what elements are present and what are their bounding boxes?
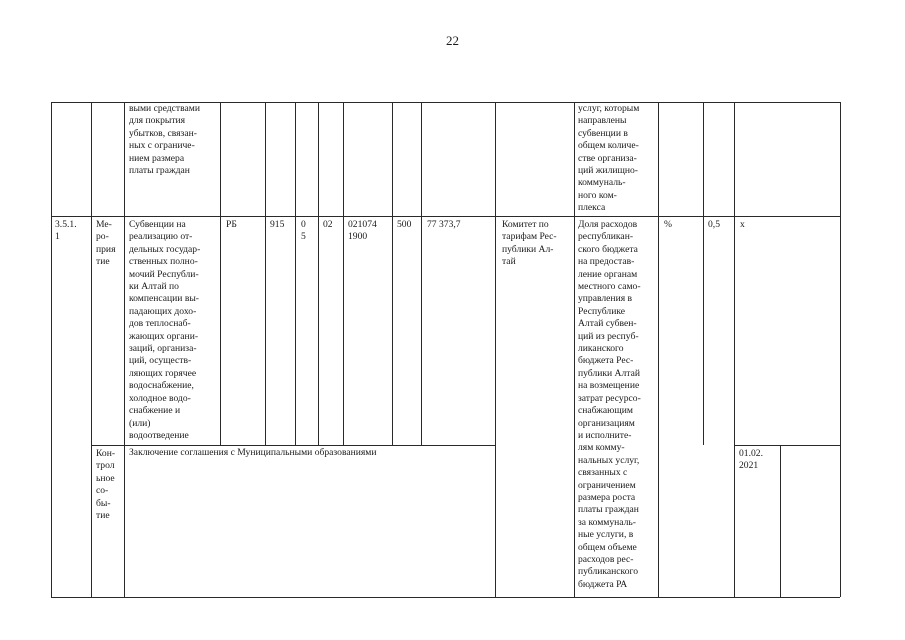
main-row-rz: 0 5 — [301, 219, 306, 243]
col-line — [780, 445, 781, 597]
main-row-budget: РБ — [226, 219, 237, 230]
main-row-type: Ме- ро- прия тие — [96, 219, 116, 268]
col-line — [295, 102, 296, 445]
row-divider-main — [51, 216, 840, 217]
col-line — [495, 102, 496, 597]
col-line — [421, 102, 422, 445]
main-row-unit: % — [664, 219, 672, 230]
main-row-deadline: х — [740, 219, 745, 230]
top-row-indicator: услуг, которым направлены субвенции в общем количе- стве организа- ций жилищно- коммуналь- ного ком- плекса — [578, 103, 640, 214]
main-row-csr: 021074 1900 — [348, 219, 377, 243]
col-line — [318, 102, 319, 445]
row-divider-control-right — [734, 445, 840, 446]
col-line — [343, 102, 344, 445]
col-line — [703, 102, 704, 445]
col-line — [734, 102, 735, 597]
col-line — [51, 102, 52, 597]
row-divider-control — [91, 445, 495, 446]
page-number: 22 — [446, 33, 459, 48]
main-row-vr: 500 — [397, 219, 412, 230]
col-line — [658, 102, 659, 597]
main-row-amount: 77 373,7 — [427, 219, 461, 230]
control-row-type: Кон- трол ьное со- бы- тие — [96, 448, 116, 522]
col-line — [840, 102, 841, 597]
col-line — [124, 102, 125, 597]
main-row-name: Субвенции на реализацию от- дельных государ- ственных полно- мочий Республи- ки Алтай по компенсации вы- падающих дохо- дов теплоснаб- жающих органи- заций, организа- ций, осуществ- ляющих горячее водоснабжение, холодное водо- снабжение и (или) водоотведение — [129, 219, 201, 441]
main-row-executor: Комитет по тарифам Рес- публики Ал- тай — [502, 219, 557, 268]
col-line — [265, 102, 266, 445]
col-line — [220, 102, 221, 445]
table-border-bottom — [51, 597, 840, 598]
main-row-pr: 02 — [323, 219, 333, 230]
col-line — [574, 102, 575, 597]
main-row-gr: 915 — [270, 219, 285, 230]
control-row-description: Заключение соглашения с Муниципальными образованиями — [129, 447, 377, 458]
main-row-indicator: Доля расходов республикан- ского бюджета на предостав- ление органам местного само- управления в Республике Алтай субвен- ций из респуб- ликанского бюджета Рес- публики Алтай на возмещение затрат ресурсо- снабжающим организациям и исполните- лям комму- нальных услуг, связанных с ограничением размера роста платы граждан за коммуналь- ные услуги, в общем объеме расходов рес- публиканского бюджета РА — [578, 219, 641, 590]
top-row-name: выми средствами для покрытия убытков, связан- ных с ограниче- нием размера платы граждан — [129, 103, 200, 177]
col-line — [91, 102, 92, 597]
control-row-date: 01.02. 2021 — [739, 448, 763, 472]
main-row-value: 0,5 — [708, 219, 720, 230]
col-line — [392, 102, 393, 445]
main-row-number: 3.5.1. 1 — [55, 219, 77, 243]
